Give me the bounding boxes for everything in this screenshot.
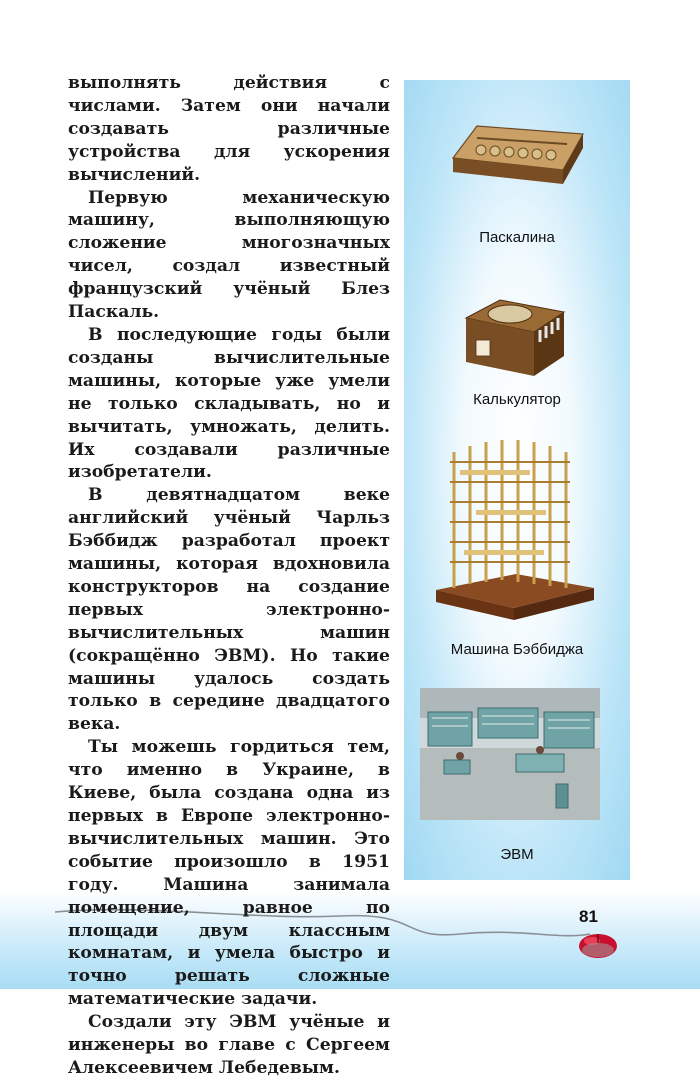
paragraph-6: Создали эту ЭВМ учёные и инженеры во главе с Сергеем Алексеевичем Лебедевым. <box>68 1012 390 1078</box>
paragraph-3: В последующие годы были созданы вычислительные машины, которые уже умели не только складывать, но и вычитать, умножать, делить. Их создавали различные изобретатели. <box>68 324 390 483</box>
paragraph-1: выполнять действия с числами. Затем они начали создавать различные устройства для ускорения вычислений. <box>68 73 390 185</box>
caption-babbage: Машина Бэббиджа <box>450 641 584 658</box>
babbage-engine-image <box>430 432 598 622</box>
paragraph-4: В девятнадцатом веке английский учёный Чарльз Бэббидж разработал проект машины, которая вдохновила конструкторов на создание первых электронно-вычислительных машин (сокращённо ЭВМ). Но такие машины удалось создать только в середине двадцатого века. <box>68 485 390 735</box>
paragraph-2: Первую механическую машину, выполняющую сложение многозначных чисел, создал известный французский учёный Блез Паскаль. <box>68 187 390 323</box>
illustrations-panel <box>404 80 630 880</box>
caption-pascaline: Паскалина <box>479 229 555 246</box>
paragraph-5: Ты можешь гордиться тем, что именно в Украине, в Киеве, была создана одна из первых в Европе электронно-вычислительных машин. Это событие произошло в 1951 году. Машина занимала помещение, равное по площади двум классным комнатам, и умела быстро и точно решать сложные математические задачи. <box>68 737 390 1010</box>
body-text <box>68 72 390 1080</box>
page-number: 81 <box>579 907 598 926</box>
pascaline-image <box>447 120 587 190</box>
caption-calculator: Калькулятор <box>473 391 561 408</box>
evm-computer-room-image <box>420 688 600 820</box>
calculator-image <box>460 290 570 380</box>
caption-evm: ЭВМ <box>500 846 534 863</box>
computer-mouse-icon <box>576 927 620 961</box>
